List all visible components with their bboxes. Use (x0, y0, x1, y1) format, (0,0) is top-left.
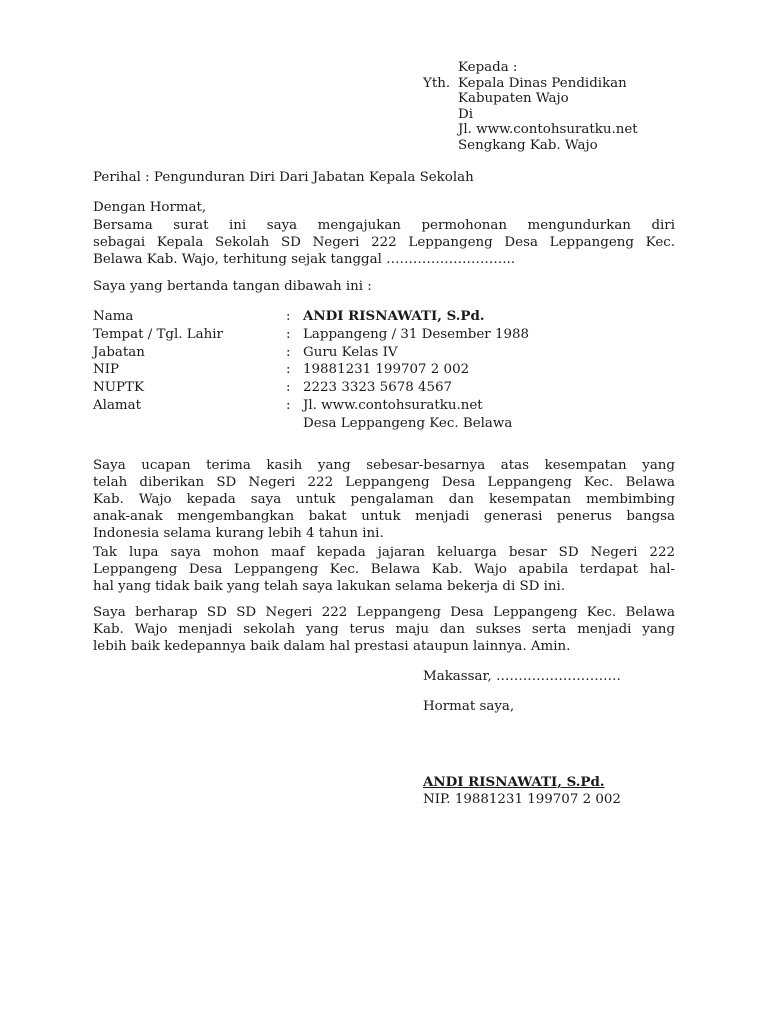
opening-section (93, 199, 675, 268)
field-separator: : (286, 397, 291, 413)
field-value: Lappangeng / 31 Desember 1988 (303, 326, 530, 342)
recipient-line: Jl. www.contohsuratku.net (458, 122, 638, 138)
field-separator: : (286, 362, 291, 378)
field-label: Tempat / Tgl. Lahir (93, 326, 223, 342)
signer-nip: NIP. 19881231 199707 2 002 (423, 792, 621, 807)
field-value: 19881231 199707 2 002 (303, 362, 470, 378)
signer-name: ANDI RISNAWATI, S.Pd. (423, 774, 605, 790)
field-label: Nama (93, 309, 134, 324)
paragraph-line: Saya berharap SD SD Negeri 222 Leppangeng Desa Leppangeng Kec. Belawa (93, 605, 675, 620)
signatory-intro: Saya yang bertanda tangan dibawah ini : (93, 279, 372, 294)
paragraph-line: hal yang tidak baik yang telah saya lakukan selama bekerja di SD ini. (93, 579, 566, 594)
closing-regards: Hormat saya, (423, 699, 515, 714)
paragraph-line: sebagai Kepala Sekolah SD Negeri 222 Leppangeng Desa Leppangeng Kec. (93, 234, 675, 250)
identity-row-alamat-cont (93, 415, 529, 433)
paragraph-line: Saya ucapan terima kasih yang sebesar-besarnya atas kesempatan yang (93, 458, 675, 473)
field-value: Desa Leppangeng Kec. Belawa (303, 415, 513, 431)
opening-paragraph (93, 217, 675, 268)
paragraph-line: Indonesia selama kurang lebih 4 tahun ini. (93, 526, 384, 541)
identity-row-birth (93, 326, 529, 344)
recipient-block (423, 60, 638, 154)
field-value: Jl. www.contohsuratku.net (303, 397, 483, 413)
identity-row-jabatan (93, 344, 529, 362)
identity-row-nuptk (93, 379, 529, 397)
salutation: Dengan Hormat, (93, 200, 207, 215)
paragraph-line: Kab. Wajo kepada saya untuk pengalaman dan kesempatan membimbing (93, 492, 675, 507)
identity-row-nip (93, 361, 529, 379)
field-separator: : (286, 309, 291, 324)
recipient-line: Kabupaten Wajo (458, 91, 569, 107)
field-label: NIP (93, 362, 120, 378)
paragraph-line: Bersama surat ini saya mengajukan permohonan mengundurkan diri (93, 217, 675, 233)
field-separator: : (286, 344, 291, 360)
identity-row-alamat (93, 397, 529, 415)
paragraph-hope (93, 604, 675, 655)
field-value: Guru Kelas IV (303, 344, 398, 360)
recipient-line: Di (458, 106, 474, 122)
paragraph-gratitude (93, 457, 675, 542)
paragraph-line: Belawa Kab. Wajo, terhitung sejak tanggal ……………………….. (93, 251, 516, 267)
field-value: ANDI RISNAWATI, S.Pd. (303, 308, 485, 324)
field-separator: : (286, 380, 291, 396)
field-label: Jabatan (93, 344, 145, 360)
paragraph-line: telah diberikan SD Negeri 222 Leppangeng Desa Leppangeng Kec. Belawa (93, 475, 675, 490)
paragraph-line: Leppangeng Desa Leppangeng Kec. Belawa Kab. Wajo apabila terdapat hal- (93, 562, 675, 577)
paragraph-line: Tak lupa saya mohon maaf kepada jajaran keluarga besar SD Negeri 222 (93, 545, 675, 560)
subject-line: Perihal : Pengunduran Diri Dari Jabatan Kepala Sekolah (93, 170, 474, 185)
recipient-line: Yth. Kepala Dinas Pendidikan (423, 75, 627, 91)
field-label: Alamat (93, 397, 141, 413)
identity-table (93, 308, 529, 433)
recipient-line: Sengkang Kab. Wajo (458, 137, 598, 153)
paragraph-line: Kab. Wajo menjadi sekolah yang terus maju dan sukses serta menjadi yang (93, 622, 675, 637)
paragraph-apology (93, 544, 675, 595)
field-value: 2223 3323 5678 4567 (303, 380, 453, 396)
paragraph-line: lebih baik kedepannya baik dalam hal prestasi ataupun lainnya. Amin. (93, 639, 571, 654)
place-date: Makassar, ………………………. (423, 669, 621, 684)
recipient-line: Kepada : (458, 60, 518, 75)
field-label: NUPTK (93, 380, 144, 396)
field-separator: : (286, 326, 291, 342)
identity-row-nama (93, 308, 529, 326)
paragraph-line: anak-anak mengembangkan bakat untuk menjadi generasi penerus bangsa (93, 509, 675, 524)
